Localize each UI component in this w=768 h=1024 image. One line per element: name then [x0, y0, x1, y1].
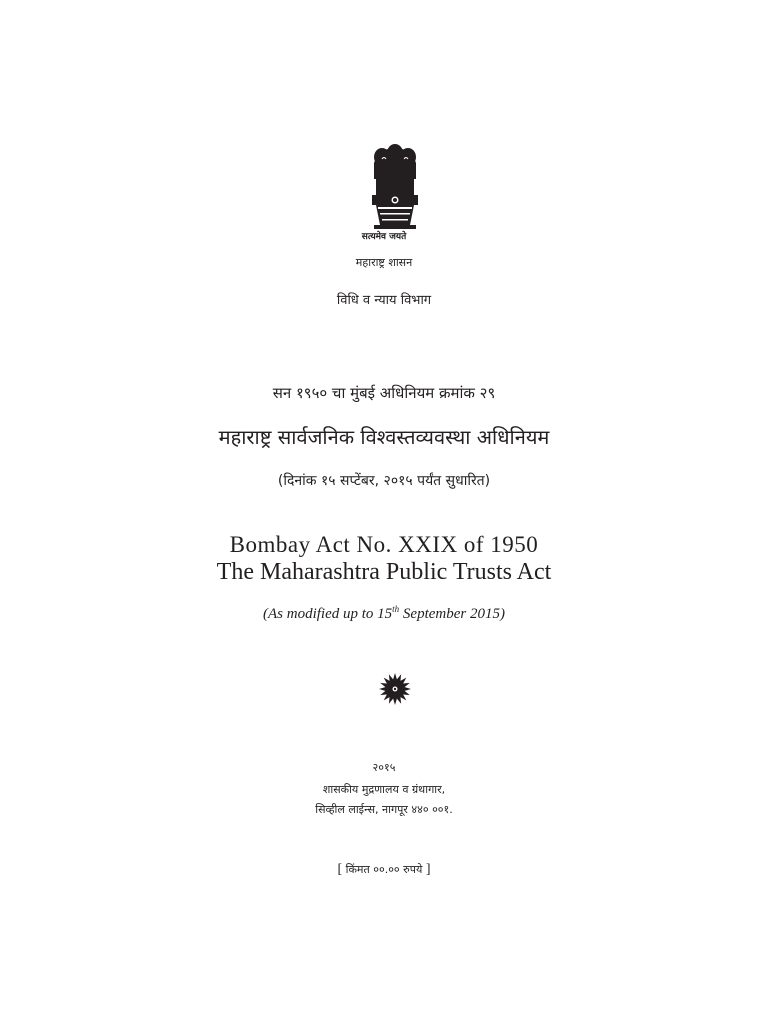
- price-bracket-close: ]: [425, 862, 431, 877]
- price-bracket-open: [: [337, 862, 343, 877]
- modification-note-english: [0, 604, 768, 623]
- publisher-name: शासकीय मुद्रणालय व ग्रंथागार,: [322, 783, 446, 796]
- flower-ornament-icon: [378, 672, 412, 706]
- department-name: विधि व न्याय विभाग: [336, 293, 432, 308]
- publisher-address: सिव्हील लाईन्स, नागपूर ४४० ००१.: [315, 803, 453, 816]
- act-number-english: Bombay Act No. XXIX of 1950: [229, 532, 539, 557]
- modification-note-marathi: (दिनांक १५ सप्टेंबर, २०१५ पर्यंत सुधारित): [277, 473, 491, 489]
- state-emblem-icon: [364, 141, 426, 231]
- government-name: महाराष्ट्र शासन: [355, 256, 413, 269]
- modification-suffix: September 2015): [399, 606, 505, 622]
- modification-prefix: (As modified up to 15: [263, 606, 393, 622]
- act-title-english: The Maharashtra Public Trusts Act: [216, 559, 552, 585]
- emblem-motto: सत्यमेव जयते: [361, 232, 407, 242]
- modification-ordinal: th: [392, 604, 400, 614]
- price-text: किंमत ००.०० रुपये: [342, 863, 426, 876]
- act-title-marathi: महाराष्ट्र सार्वजनिक विश्वस्तव्यवस्था अधिनियम: [218, 425, 550, 449]
- publication-year: २०१५: [372, 761, 396, 774]
- price-label: [0, 862, 768, 878]
- act-number-marathi: सन १९५० चा मुंबई अधिनियम क्रमांक २९: [272, 384, 496, 402]
